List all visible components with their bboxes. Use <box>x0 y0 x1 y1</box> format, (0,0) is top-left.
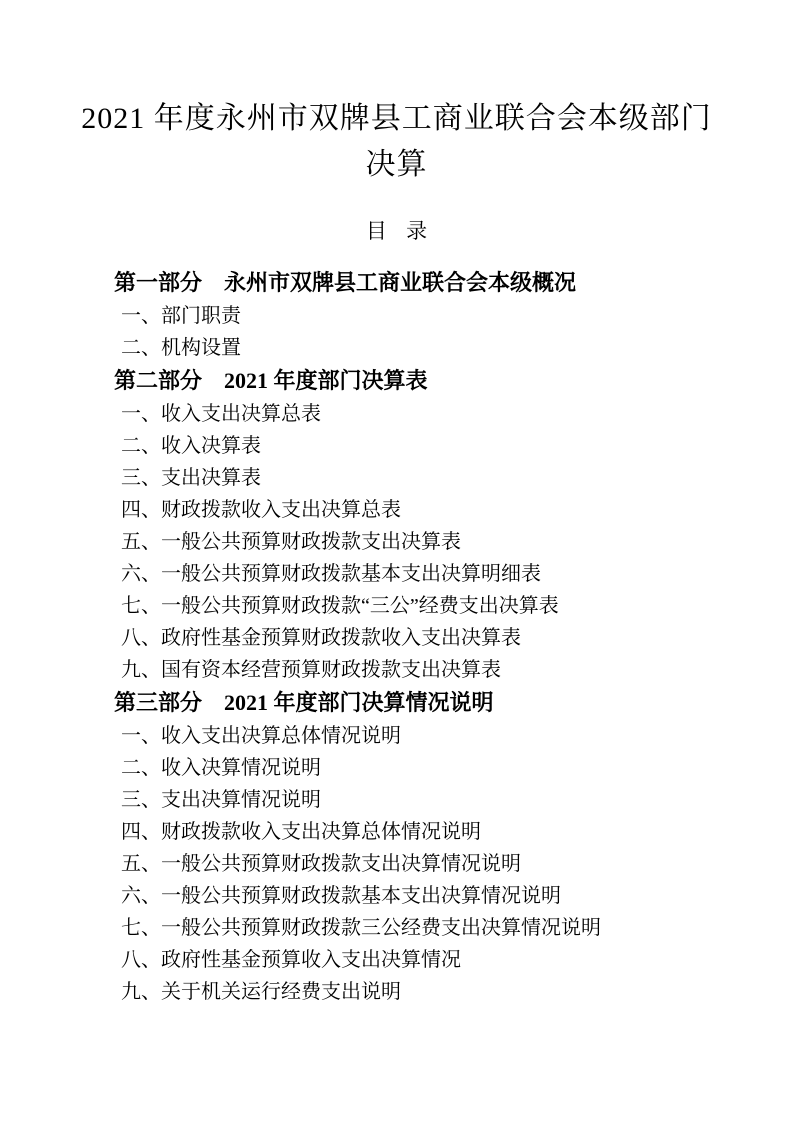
section-title: 2021 年度部门决算表 <box>224 368 428 393</box>
toc-item: 二、机构设置 <box>121 337 241 359</box>
toc-heading: 目 录 <box>365 219 428 243</box>
toc-item: 一、部门职责 <box>121 305 241 327</box>
toc-item: 六、一般公共预算财政拨款基本支出决算明细表 <box>121 563 541 585</box>
section-title: 永州市双牌县工商业联合会本级概况 <box>224 270 577 295</box>
section-title: 2021 年度部门决算情况说明 <box>224 690 494 715</box>
document-title-line1: 2021 年度永州市双牌县工商业联合会本级部门 <box>81 102 712 135</box>
toc-item: 二、收入决算情况说明 <box>121 757 321 779</box>
toc-item: 二、收入决算表 <box>121 435 261 457</box>
toc-item: 四、财政拨款收入支出决算总表 <box>121 499 401 521</box>
section-heading-part2 <box>0 366 793 396</box>
section-heading-part3 <box>0 688 793 718</box>
toc-item: 九、关于机关运行经费支出说明 <box>121 981 401 1003</box>
toc-item: 七、一般公共预算财政拨款三公经费支出决算情况说明 <box>121 917 601 939</box>
toc-item: 九、国有资本经营预算财政拨款支出决算表 <box>121 659 501 681</box>
toc-item: 七、一般公共预算财政拨款“三公”经费支出决算表 <box>121 595 559 617</box>
section-label: 第一部分 <box>114 270 203 295</box>
toc-item: 五、一般公共预算财政拨款支出决算表 <box>121 531 461 553</box>
toc-item: 四、财政拨款收入支出决算总体情况说明 <box>121 821 481 843</box>
section-heading-part1 <box>0 268 793 298</box>
toc-item: 五、一般公共预算财政拨款支出决算情况说明 <box>121 853 521 875</box>
table-of-contents <box>0 268 793 1008</box>
section-label: 第二部分 <box>114 368 203 393</box>
toc-item: 八、政府性基金预算收入支出决算情况 <box>121 949 461 971</box>
toc-item: 一、收入支出决算总体情况说明 <box>121 725 401 747</box>
toc-item: 三、支出决算情况说明 <box>121 789 321 811</box>
toc-item: 一、收入支出决算总表 <box>121 403 321 425</box>
document-title <box>0 0 793 188</box>
document-title-line2: 决算 <box>365 148 428 181</box>
toc-item: 六、一般公共预算财政拨款基本支出决算情况说明 <box>121 885 561 907</box>
toc-item: 三、支出决算表 <box>121 467 261 489</box>
toc-item: 八、政府性基金预算财政拨款收入支出决算表 <box>121 627 521 649</box>
section-label: 第三部分 <box>114 690 203 715</box>
